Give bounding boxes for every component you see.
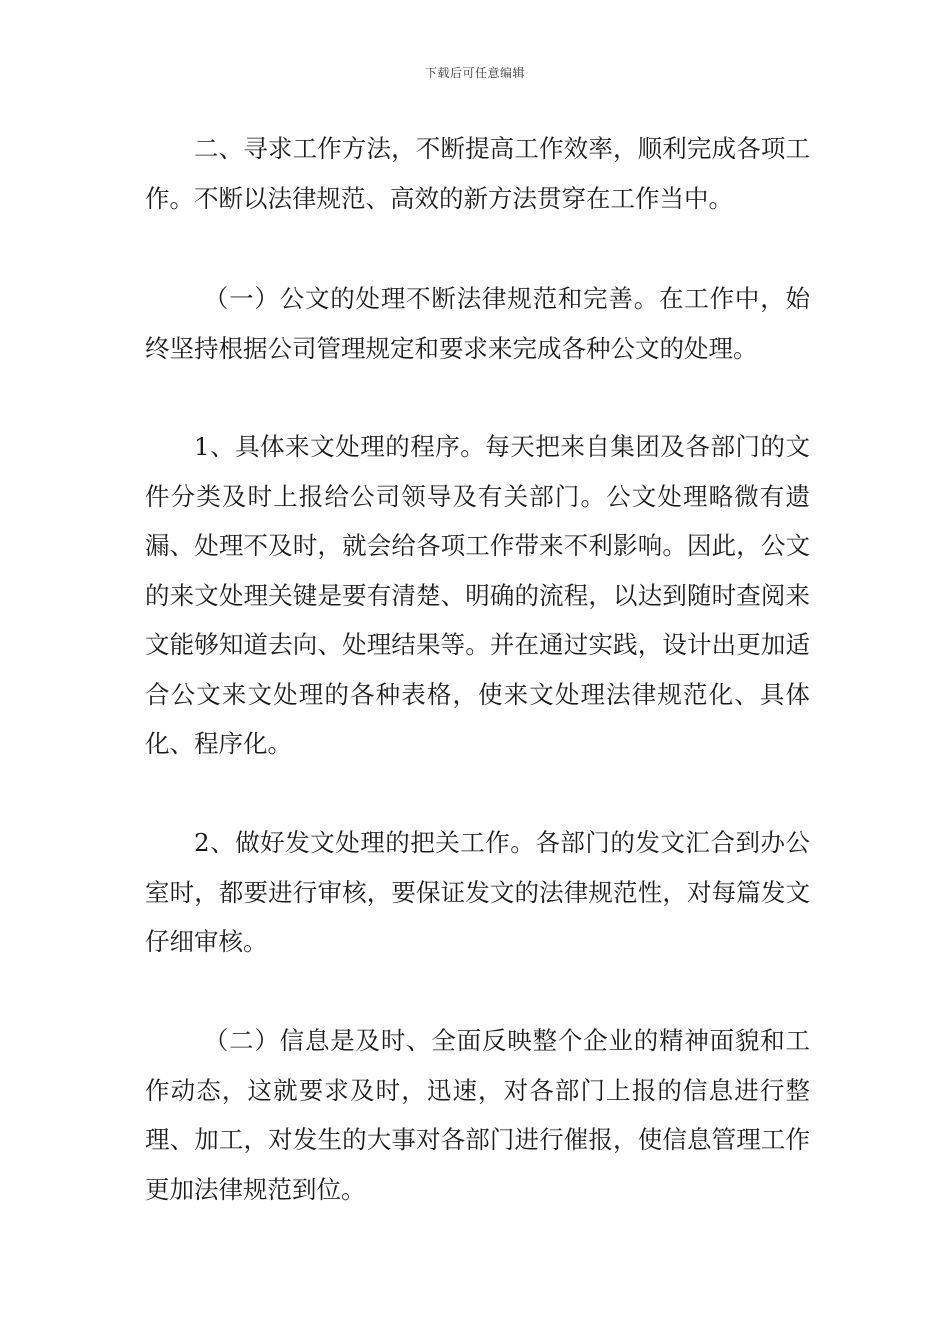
paragraph-subsection-one: （一）公文的处理不断法律规范和完善。在工作中，始终坚持根据公司管理规定和要求来完成各种公文的处理。: [145, 284, 810, 363]
paragraph-section-two: 二、寻求工作方法，不断提高工作效率，顺利完成各项工作。不断以法律规范、高效的新方法贯穿在工作当中。: [145, 134, 810, 213]
paragraph-subsection-two: （二）信息是及时、全面反映整个企业的精神面貌和工作动态，这就要求及时，迅速，对各部门上报的信息进行整理、加工，对发生的大事对各部门进行催报，使信息管理工作更加法律规范到位。: [145, 1026, 810, 1204]
page-header: 下载后可任意编辑: [424, 66, 525, 80]
paragraph-item-one: 1、具体来文处理的程序。每天把来自集团及各部门的文件分类及时上报给公司领导及有关部门。公文处理略微有遗漏、处理不及时，就会给各项工作带来不利影响。因此，公文的来文处理关键是要有清楚、明确的流程，以达到随时查阅来文能够知道去向、处理结果等。并在通过实践，设计出更加适合公文来文处理的各种表格，使来文处理法律规范化、具体化、程序化。: [145, 432, 810, 758]
paragraph-item-two: 2、做好发文处理的把关工作。各部门的发文汇合到办公室时，都要进行审核，要保证发文的法律规范性，对每篇发文仔细审核。: [145, 828, 810, 956]
